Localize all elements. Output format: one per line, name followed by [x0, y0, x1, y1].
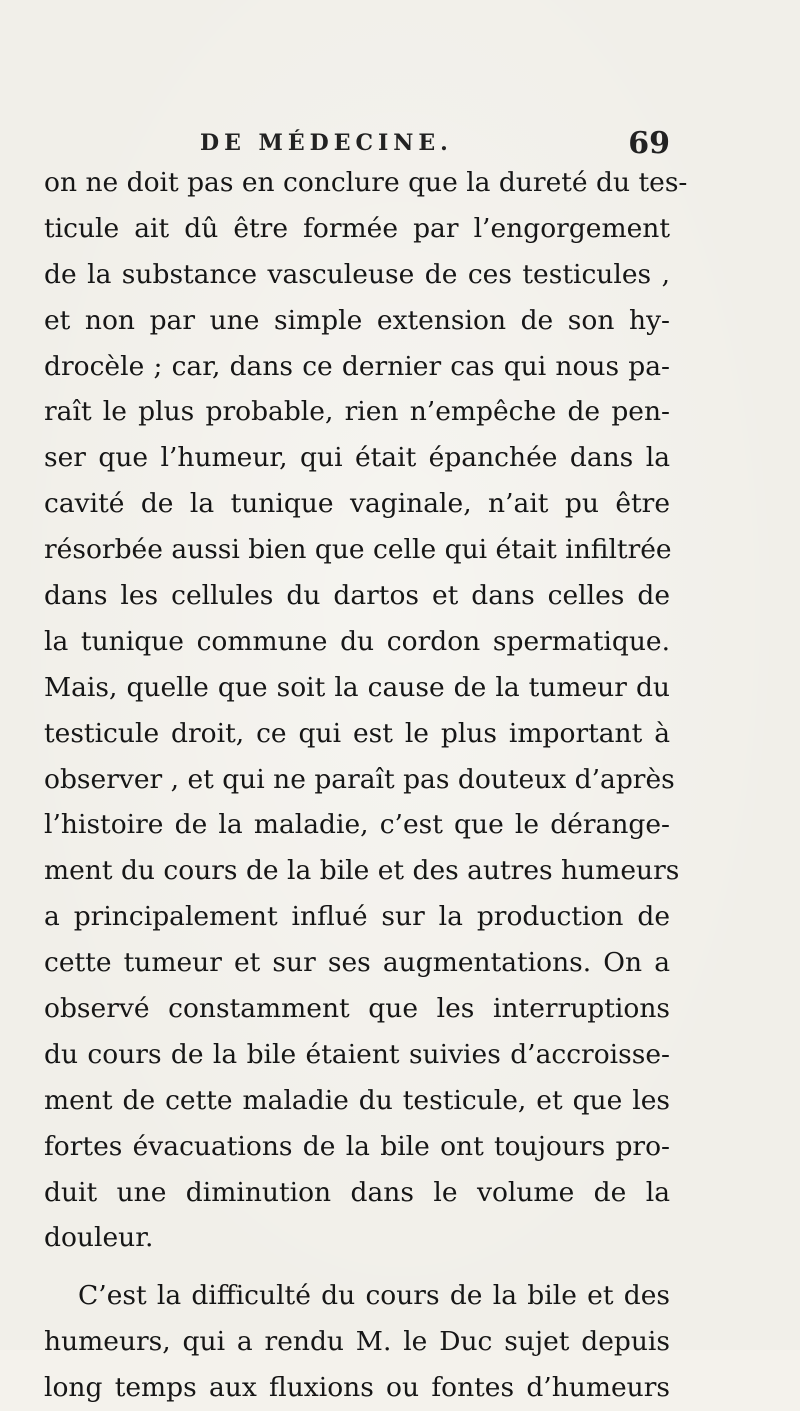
running-title: DE MÉDECINE.	[200, 130, 453, 156]
text-line: ment du cours de la bile et des autres humeurs	[44, 855, 680, 887]
paragraph-gap	[44, 1261, 670, 1273]
text-line: observé constamment que les interruptions	[44, 993, 670, 1025]
text-line: résorbée aussi bien que celle qui était infiltrée	[44, 534, 672, 566]
text-line: duit une diminution dans le volume de la	[44, 1176, 670, 1208]
text-line: cette tumeur et sur ses augmentations. On a	[44, 947, 670, 979]
text-line: C’est la difficulté du cours de la bile et des	[78, 1280, 670, 1312]
text-line: ment de cette maladie du testicule, et que les	[44, 1084, 670, 1116]
text-line: drocèle ; car, dans ce dernier cas qui nous pa-	[44, 350, 670, 382]
text-line: du cours de la bile étaient suivies d’accroisse-	[44, 1038, 670, 1070]
text-line: Mais, quelle que soit la cause de la tumeur du	[44, 671, 670, 703]
text-line: raît le plus probable, rien n’empêche de pen-	[44, 396, 670, 428]
text-line: observer , et qui ne paraît pas douteux d’après	[44, 763, 675, 795]
text-line: et non par une simple extension de son hy-	[44, 304, 670, 336]
paragraph-1	[44, 160, 688, 1261]
page-number: 69	[628, 126, 670, 161]
text-line: testicule droit, ce qui est le plus important à	[44, 717, 670, 749]
text-line: long temps aux fluxions ou fontes d’humeurs	[44, 1372, 670, 1404]
text-line: l’histoire de la maladie, c’est que le dérange-	[44, 809, 670, 841]
text-line: fortes évacuations de la bile ont toujours pro-	[44, 1130, 670, 1162]
text-line: dans les cellules du dartos et dans celles de	[44, 580, 670, 612]
text-line: douleur.	[44, 1222, 154, 1254]
text-line: ser que l’humeur, qui était épanchée dans la	[44, 442, 670, 474]
body-text	[44, 160, 688, 1411]
text-line: cavité de la tunique vaginale, n’ait pu être	[44, 488, 670, 520]
text-line: a principalement influé sur la production de	[44, 901, 670, 933]
text-line: ticule ait dû être formée par l’engorgement	[44, 212, 670, 244]
paragraph-2	[44, 1273, 670, 1411]
text-line: la tunique commune du cordon spermatique.	[44, 625, 670, 657]
text-line: humeurs, qui a rendu M. le Duc sujet depuis	[44, 1326, 670, 1358]
text-line: on ne doit pas en conclure que la dureté du tes-	[44, 167, 688, 198]
text-line: de la substance vasculeuse de ces testicules ,	[44, 258, 670, 290]
